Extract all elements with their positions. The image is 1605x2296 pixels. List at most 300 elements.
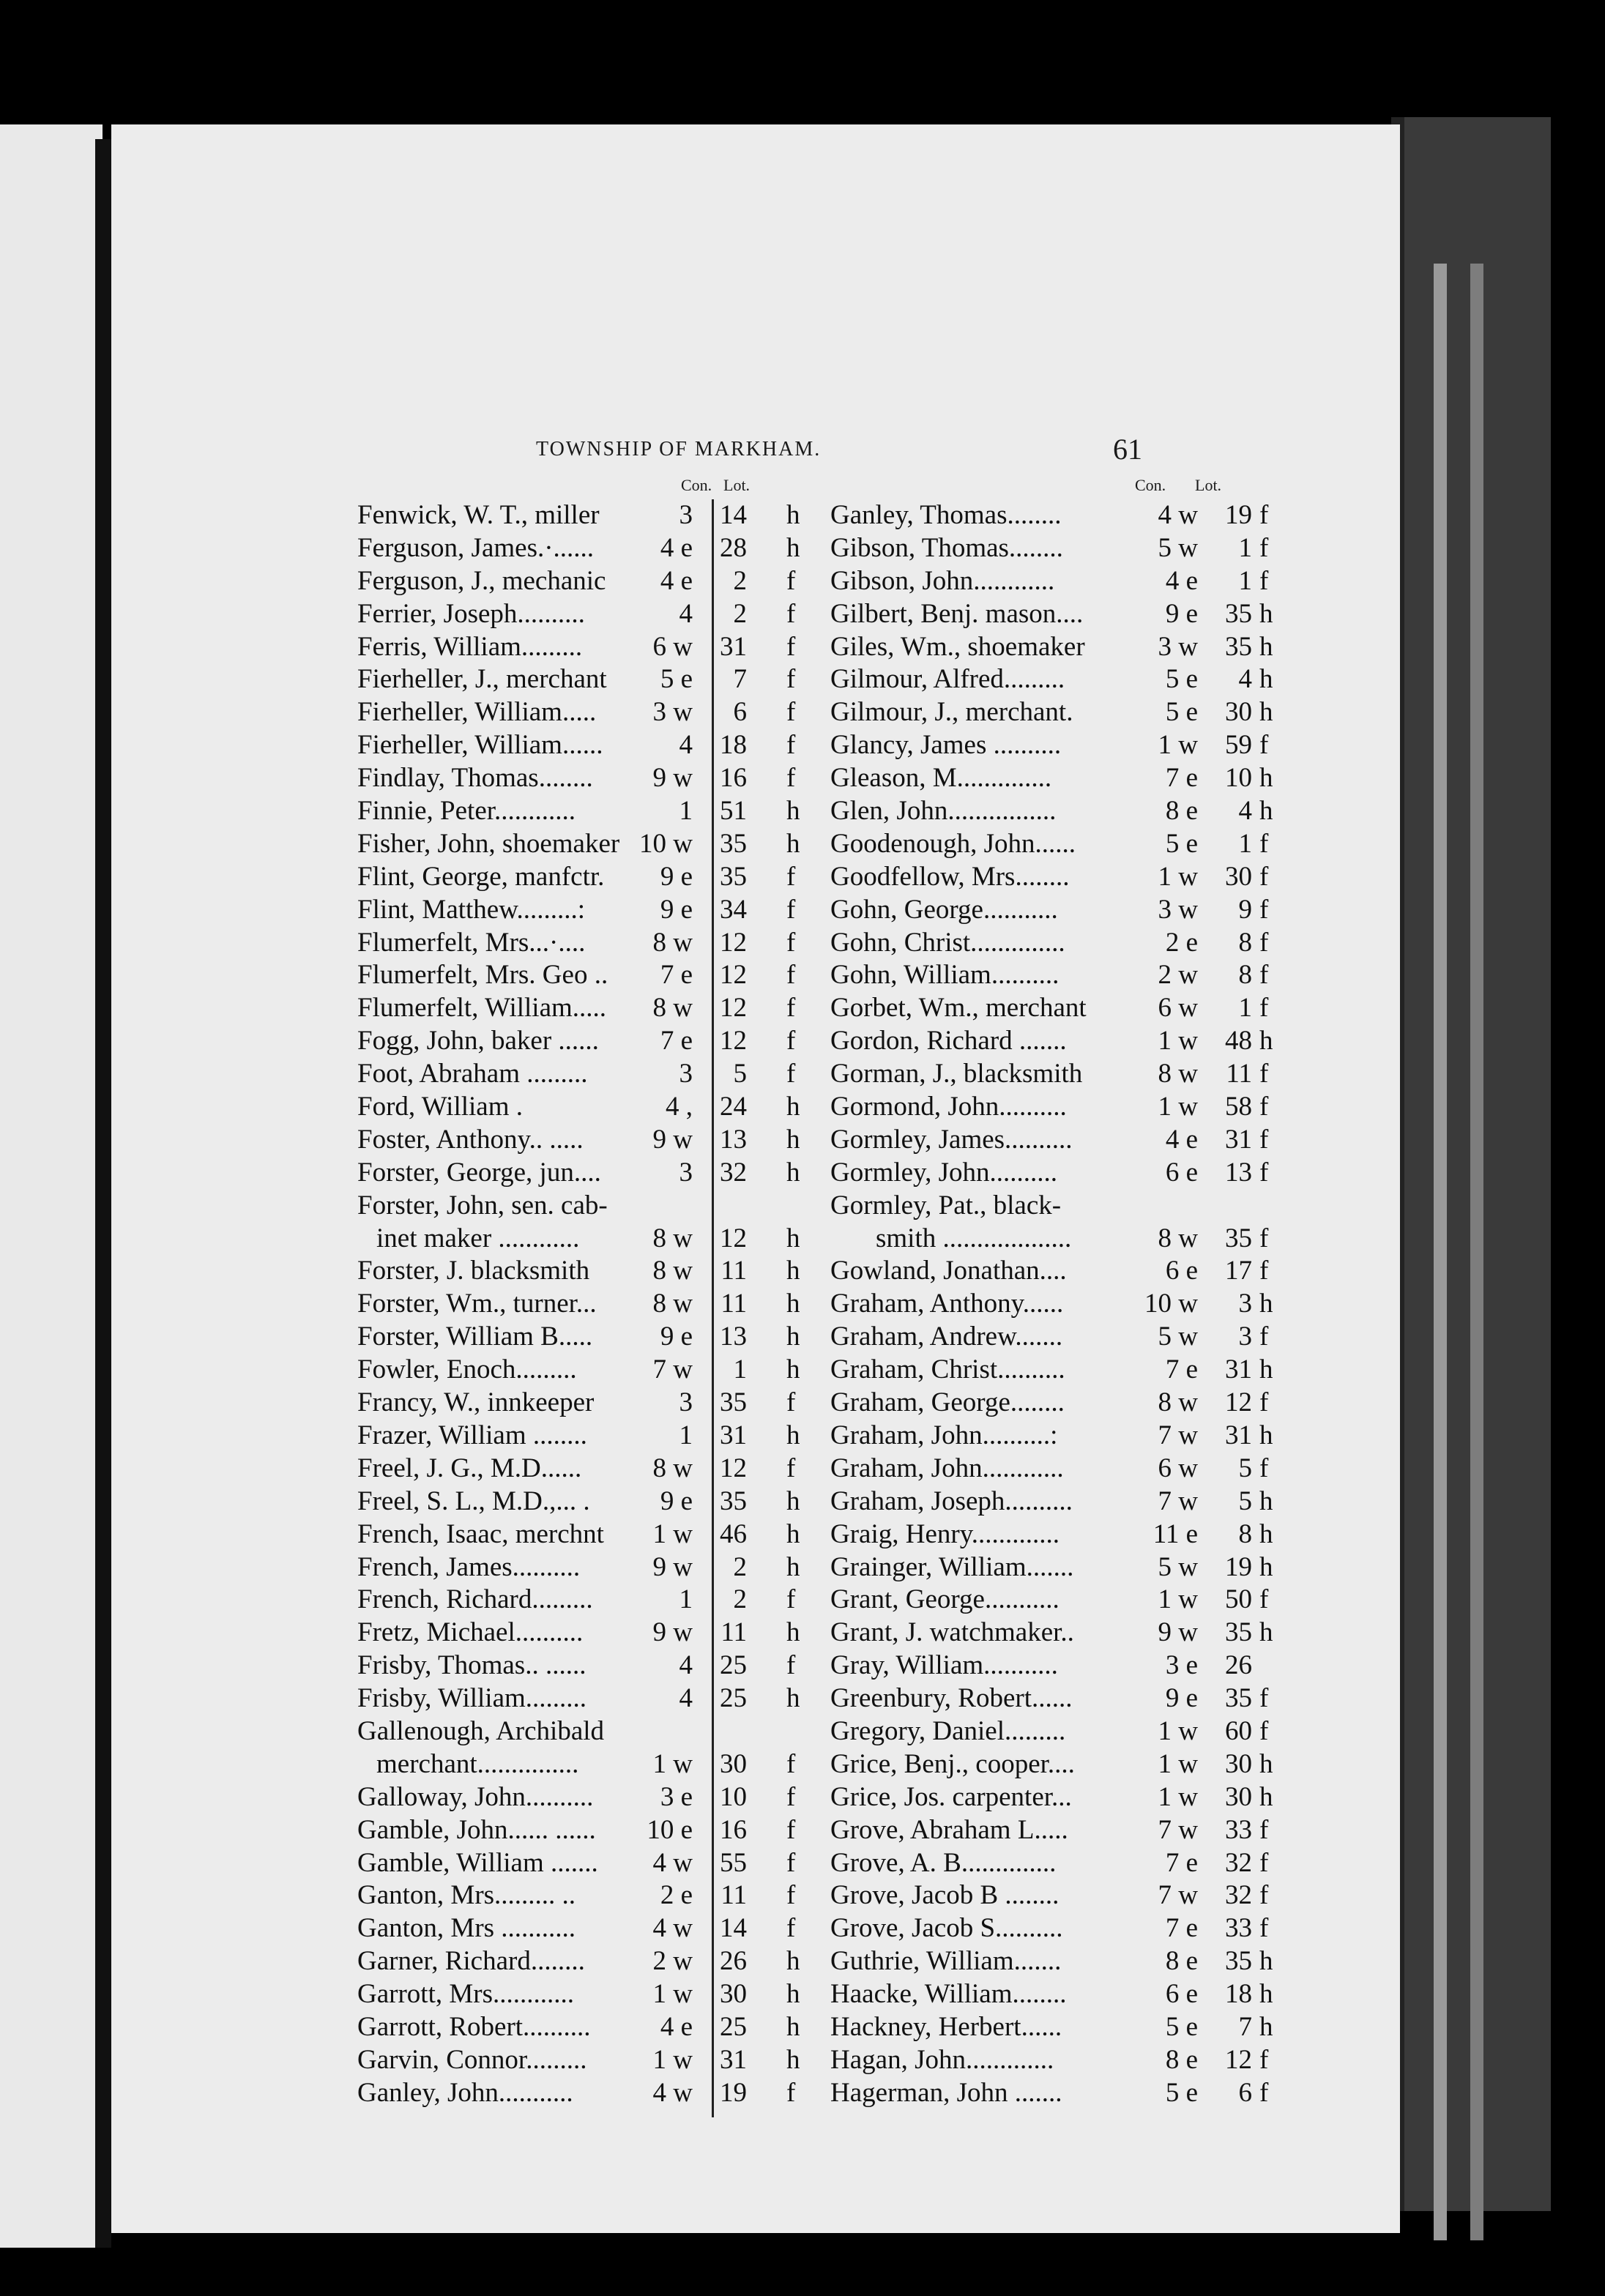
entry-use: h — [786, 1420, 800, 1450]
entry-concession: 4 w — [652, 1847, 693, 1878]
entry-concession: 11 e — [1152, 1518, 1198, 1549]
entry-name: Gormond, John.......... — [830, 1092, 1067, 1122]
directory-entry — [719, 861, 1277, 894]
entry-name: Gamble, William ....... — [357, 1847, 598, 1878]
entry-name: Frazer, William ........ — [357, 1420, 587, 1450]
entry-use: h — [1259, 1026, 1273, 1056]
entry-concession: 9 w — [652, 763, 693, 794]
entry-use: f — [786, 1026, 796, 1056]
entry-use: h — [786, 1617, 800, 1648]
entry-concession: 1 w — [1158, 1026, 1198, 1056]
entry-lot: 60 — [1225, 1715, 1252, 1746]
entry-name: Fierheller, J., merchant — [357, 664, 607, 695]
entry-name: Freel, J. G., M.D...... — [357, 1453, 582, 1483]
page-header — [111, 433, 1400, 467]
entry-concession: 3 — [679, 1157, 693, 1188]
entry-name: Fowler, Enoch......... — [357, 1354, 577, 1385]
entry-name: Grice, Jos. carpenter... — [830, 1781, 1072, 1812]
directory-entry — [719, 1190, 1277, 1223]
entry-use: f — [1259, 1256, 1269, 1286]
entry-name: Gilmour, Alfred......... — [830, 664, 1065, 695]
entry-concession: 4 — [679, 730, 693, 761]
entry-concession: 1 — [679, 1584, 693, 1615]
entry-name: Grove, Jacob S.......... — [830, 1913, 1063, 1944]
entry-lot: 30 — [720, 1979, 747, 2010]
entry-name: Graig, Henry............. — [830, 1518, 1060, 1549]
entry-lot: 1 — [1238, 532, 1252, 563]
entry-use: h — [1259, 1748, 1273, 1779]
directory-entry — [719, 1715, 1277, 1748]
entry-concession: 8 w — [652, 1223, 693, 1253]
page-edges — [1391, 117, 1551, 2211]
entry-concession: 4 w — [1158, 500, 1198, 530]
entry-lot: 35 — [720, 828, 747, 859]
entry-name: Finnie, Peter............ — [357, 796, 576, 827]
entry-lot: 30 — [1225, 861, 1252, 892]
entry-lot: 9 — [1238, 894, 1252, 925]
entry-concession: 9 e — [660, 894, 693, 925]
entry-lot: 5 — [733, 1059, 747, 1089]
entry-use: h — [1259, 1420, 1273, 1450]
directory-entry — [719, 1551, 1277, 1584]
entry-lot: 12 — [720, 993, 747, 1024]
entry-lot: 1 — [1238, 993, 1252, 1024]
entry-name: French, Isaac, merchnt — [357, 1518, 604, 1549]
entry-name: Forster, William B..... — [357, 1322, 593, 1352]
directory-entry — [719, 1945, 1277, 1978]
directory-entry — [719, 1223, 1277, 1256]
entry-concession: 8 e — [1165, 1946, 1198, 1977]
entry-use: h — [1259, 1781, 1273, 1812]
entry-concession: 8 w — [1158, 1387, 1198, 1418]
entry-use: f — [786, 1584, 796, 1615]
entry-name: Hagan, John............. — [830, 2044, 1054, 2075]
entry-name: Forster, George, jun.... — [357, 1157, 601, 1188]
entry-name: Gohn, George........... — [830, 894, 1058, 925]
entry-lot: 31 — [720, 2044, 747, 2075]
entry-use: h — [1259, 2011, 1273, 2042]
entry-lot: 11 — [720, 1880, 747, 1911]
directory-entry — [719, 1912, 1277, 1945]
entry-concession: 3 e — [1165, 1650, 1198, 1681]
entry-name: Grove, Abraham L..... — [830, 1814, 1068, 1845]
entry-use: h — [1259, 1518, 1273, 1549]
directory-entry — [719, 2044, 1277, 2077]
entry-concession: 4 — [679, 598, 693, 629]
entry-name: Flumerfelt, William..... — [357, 993, 607, 1024]
directory-entry — [719, 795, 1277, 828]
entry-use: h — [1259, 1946, 1273, 1977]
page-number: 61 — [1113, 433, 1142, 466]
entry-name: Fisher, John, shoemaker — [357, 828, 620, 859]
entry-name: Fenwick, W. T., miller — [357, 500, 600, 530]
entry-use: h — [1259, 664, 1273, 695]
entry-use: f — [786, 861, 796, 892]
entry-name: Gohn, William.......... — [830, 960, 1060, 991]
entry-use: h — [1259, 697, 1273, 728]
entry-use: f — [786, 730, 796, 761]
entry-use: f — [1259, 861, 1269, 892]
entry-lot: 59 — [1225, 730, 1252, 761]
entry-lot: 4 — [1238, 796, 1252, 827]
entry-lot: 7 — [733, 664, 747, 695]
right-entries — [719, 499, 1277, 2110]
entry-name: French, Richard......... — [357, 1584, 593, 1615]
entry-lot: 2 — [733, 1584, 747, 1615]
entry-name: Graham, John............ — [830, 1453, 1064, 1483]
entry-lot: 3 — [1238, 1322, 1252, 1352]
entry-lot: 17 — [1225, 1256, 1252, 1286]
directory-entry — [719, 927, 1277, 960]
entry-concession: 4 e — [1165, 565, 1198, 596]
entry-use: f — [1259, 894, 1269, 925]
entry-use: f — [1259, 1814, 1269, 1845]
entry-use: h — [1259, 631, 1273, 662]
entry-use: h — [1259, 1289, 1273, 1319]
directory-entry — [719, 532, 1277, 565]
entry-name: Flumerfelt, Mrs...·.... — [357, 927, 586, 958]
entry-concession: 10 e — [647, 1814, 693, 1845]
entry-name: smith ................... — [876, 1223, 1072, 1253]
entry-concession: 9 e — [660, 1322, 693, 1352]
column-divider — [712, 499, 714, 2117]
entry-use: f — [1259, 1913, 1269, 1944]
entry-name: Galloway, John.......... — [357, 1781, 594, 1812]
entry-name: Gormley, Pat., black- — [830, 1190, 1062, 1220]
entry-name: Frisby, William......... — [357, 1683, 587, 1714]
entry-lot: 35 — [720, 861, 747, 892]
entry-use: f — [786, 960, 796, 991]
entry-lot: 12 — [1225, 2044, 1252, 2075]
directory-entry — [719, 828, 1277, 861]
entry-lot: 30 — [1225, 697, 1252, 728]
entry-lot: 18 — [1225, 1979, 1252, 2010]
entry-name: Freel, S. L., M.D.,... . — [357, 1486, 590, 1516]
directory-entry — [719, 663, 1277, 696]
entry-concession: 8 e — [1165, 2044, 1198, 2075]
entry-lot: 31 — [1225, 1420, 1252, 1450]
entry-concession: 4 w — [652, 1913, 693, 1944]
lot-heading: Lot. — [1195, 476, 1222, 494]
entry-concession: 9 w — [652, 1124, 693, 1155]
entry-name: Graham, John..........: — [830, 1420, 1058, 1450]
entry-use: f — [1259, 1157, 1269, 1188]
entry-lot: 12 — [720, 1026, 747, 1056]
entry-use: h — [786, 1683, 800, 1714]
entry-concession: 1 w — [1158, 861, 1198, 892]
book-gutter — [95, 139, 111, 2248]
entry-lot: 11 — [720, 1256, 747, 1286]
entry-lot: 11 — [720, 1617, 747, 1648]
con-heading: Con. — [681, 476, 712, 494]
entry-concession: 8 w — [652, 1453, 693, 1483]
entry-lot: 8 — [1238, 1518, 1252, 1549]
entry-name: Gleason, M.............. — [830, 763, 1052, 794]
entry-concession: 1 w — [1158, 1092, 1198, 1122]
entry-lot: 2 — [733, 565, 747, 596]
entry-concession: 6 e — [1165, 1256, 1198, 1286]
entry-name: Grice, Benj., cooper.... — [830, 1748, 1075, 1779]
entry-concession: 8 w — [652, 927, 693, 958]
entry-use: h — [786, 1518, 800, 1549]
entry-concession: 3 w — [652, 697, 693, 728]
entry-use: h — [786, 1223, 800, 1253]
directory-entry — [719, 1058, 1277, 1091]
entry-lot: 5 — [1238, 1453, 1252, 1483]
entry-use: f — [786, 631, 796, 662]
entry-use: f — [1259, 532, 1269, 563]
entry-concession: 1 w — [652, 1979, 693, 2010]
entry-lot: 12 — [720, 1223, 747, 1253]
entry-name: Grant, J. watchmaker.. — [830, 1617, 1074, 1648]
entry-concession: 1 w — [652, 2044, 693, 2075]
directory-entry — [719, 1453, 1277, 1486]
entry-use: f — [786, 993, 796, 1024]
entry-lot: 35 — [1225, 1617, 1252, 1648]
entry-name: Garrott, Mrs............ — [357, 1979, 574, 2010]
entry-name: Greenbury, Robert...... — [830, 1683, 1073, 1714]
entry-name: Guthrie, William....... — [830, 1946, 1062, 1977]
entry-name: Gohn, Christ.............. — [830, 927, 1065, 958]
entry-concession: 1 — [679, 1420, 693, 1450]
entry-name: French, James.......... — [357, 1551, 581, 1582]
entry-concession: 4 w — [652, 2077, 693, 2108]
entry-use: f — [1259, 1223, 1269, 1253]
entry-concession: 3 w — [1158, 631, 1198, 662]
previous-page-edge — [0, 124, 103, 2248]
entry-concession: 4 e — [660, 2011, 693, 2042]
entry-use: h — [1259, 1617, 1273, 1648]
directory-entry — [719, 1748, 1277, 1781]
entry-concession: 1 w — [652, 1748, 693, 1779]
entry-concession: 4 — [679, 1650, 693, 1681]
entry-lot: 32 — [720, 1157, 747, 1188]
entry-concession: 7 e — [1165, 1354, 1198, 1385]
entry-name: Graham, Anthony...... — [830, 1289, 1064, 1319]
con-heading: Con. — [1135, 476, 1166, 494]
entry-concession: 8 e — [1165, 796, 1198, 827]
entry-concession: 6 w — [652, 631, 693, 662]
entry-lot: 26 — [720, 1946, 747, 1977]
directory-entry — [719, 1682, 1277, 1715]
entry-lot: 35 — [720, 1486, 747, 1516]
directory-entry — [719, 2011, 1277, 2044]
entry-lot: 8 — [1238, 960, 1252, 991]
running-title: TOWNSHIP OF MARKHAM. — [536, 438, 822, 461]
entry-name: Ferris, William......... — [357, 631, 583, 662]
entry-concession: 1 w — [1158, 1584, 1198, 1615]
entry-use: f — [1259, 1847, 1269, 1878]
entry-lot: 8 — [1238, 927, 1252, 958]
entry-lot: 1 — [733, 1354, 747, 1385]
entry-name: Fierheller, William...... — [357, 730, 603, 761]
entry-name: Glen, John................ — [830, 796, 1057, 827]
directory-entry — [719, 1420, 1277, 1453]
entry-use: f — [786, 1650, 796, 1681]
entry-name: Forster, J. blacksmith — [357, 1256, 590, 1286]
entry-concession: 7 e — [660, 1026, 693, 1056]
entry-concession: 1 w — [652, 1518, 693, 1549]
entry-lot: 1 — [1238, 828, 1252, 859]
entry-name: Graham, Christ.......... — [830, 1354, 1065, 1385]
directory-entry — [719, 1288, 1277, 1321]
entry-lot: 25 — [720, 1683, 747, 1714]
entry-concession: 6 e — [1165, 1979, 1198, 2010]
entry-lot: 5 — [1238, 1486, 1252, 1516]
entry-lot: 55 — [720, 1847, 747, 1878]
entry-lot: 18 — [720, 730, 747, 761]
directory-entry — [719, 499, 1277, 532]
entry-use: f — [786, 1913, 796, 1944]
entry-name: Grant, George........... — [830, 1584, 1060, 1615]
entry-lot: 7 — [1238, 2011, 1252, 2042]
right-column — [719, 476, 1277, 2110]
entry-lot: 10 — [1225, 763, 1252, 794]
entry-concession: 5 e — [1165, 2011, 1198, 2042]
entry-use: h — [786, 1157, 800, 1188]
entry-name: Giles, Wm., shoemaker — [830, 631, 1085, 662]
lot-heading: Lot. — [723, 476, 751, 494]
entry-lot: 28 — [720, 532, 747, 563]
entry-concession: 6 w — [1158, 1453, 1198, 1483]
entry-use: h — [786, 1979, 800, 2010]
entry-use: f — [1259, 960, 1269, 991]
entry-name: Gallenough, Archibald — [357, 1715, 605, 1746]
entry-lot: 58 — [1225, 1092, 1252, 1122]
entry-concession: 7 w — [1158, 1486, 1198, 1516]
entry-concession: 7 e — [1165, 1913, 1198, 1944]
entry-use: h — [786, 828, 800, 859]
entry-name: Grove, Jacob B ........ — [830, 1880, 1060, 1911]
entry-concession: 6 e — [1165, 1157, 1198, 1188]
entry-concession: 3 — [679, 500, 693, 530]
entry-use: f — [786, 1748, 796, 1779]
entry-name: Flumerfelt, Mrs. Geo .. — [357, 960, 608, 991]
entry-concession: 9 e — [660, 861, 693, 892]
entry-use: f — [1259, 828, 1269, 859]
entry-name: Ganton, Mrs......... .. — [357, 1880, 576, 1911]
page-edge-strip — [1434, 264, 1447, 2240]
entry-name: Foot, Abraham ......... — [357, 1059, 588, 1089]
entry-lot: 16 — [720, 1814, 747, 1845]
entry-concession: 3 — [679, 1059, 693, 1089]
directory-entry — [719, 894, 1277, 927]
entry-use: h — [786, 1551, 800, 1582]
directory-entry — [719, 1847, 1277, 1880]
entry-concession: 7 w — [1158, 1880, 1198, 1911]
entry-lot: 3 — [1238, 1289, 1252, 1319]
entry-concession: 5 e — [660, 664, 693, 695]
entry-lot: 35 — [1225, 1946, 1252, 1977]
directory-entry — [719, 1584, 1277, 1617]
entry-lot: 12 — [720, 927, 747, 958]
entry-concession: 2 w — [652, 1946, 693, 1977]
entry-lot: 33 — [1225, 1913, 1252, 1944]
entry-use: h — [786, 1092, 800, 1122]
directory-entry — [719, 1091, 1277, 1124]
entry-concession: 4 , — [666, 1092, 693, 1122]
directory-entry — [719, 1650, 1277, 1682]
entry-name: Gilmour, J., merchant. — [830, 697, 1073, 728]
entry-name: Ferguson, J., mechanic — [357, 565, 606, 596]
entry-lot: 25 — [720, 2011, 747, 2042]
entry-lot: 12 — [1225, 1387, 1252, 1418]
entry-concession: 1 w — [1158, 1781, 1198, 1812]
entry-concession: 3 — [679, 1387, 693, 1418]
directory-entry — [719, 1124, 1277, 1157]
entry-concession: 7 e — [1165, 763, 1198, 794]
entry-name: Gowland, Jonathan.... — [830, 1256, 1067, 1286]
entry-concession: 5 w — [1158, 1322, 1198, 1352]
entry-concession: 9 w — [652, 1617, 693, 1648]
entry-lot: 33 — [1225, 1814, 1252, 1845]
entry-concession: 4 e — [660, 565, 693, 596]
entry-name: merchant............... — [376, 1748, 579, 1779]
directory-entry — [719, 1387, 1277, 1420]
entry-name: Grainger, William....... — [830, 1551, 1074, 1582]
entry-use: h — [786, 1946, 800, 1977]
entry-use: h — [786, 1322, 800, 1352]
entry-lot: 4 — [1238, 664, 1252, 695]
entry-lot: 26 — [1225, 1650, 1252, 1681]
entry-use: f — [786, 598, 796, 629]
entry-use: f — [786, 1387, 796, 1418]
entry-lot: 19 — [1225, 500, 1252, 530]
entry-use: f — [1259, 1387, 1269, 1418]
entry-use: f — [786, 2077, 796, 2108]
entry-concession: 4 e — [1165, 1124, 1198, 1155]
directory-entry — [719, 1486, 1277, 1518]
directory-entry — [719, 598, 1277, 631]
entry-name: Ferguson, James.·...... — [357, 532, 595, 563]
entry-name: Flint, George, manfctr. — [357, 861, 605, 892]
entry-use: f — [786, 565, 796, 596]
entry-use: f — [1259, 927, 1269, 958]
entry-lot: 11 — [1226, 1059, 1252, 1089]
entry-name: Hagerman, John ....... — [830, 2077, 1062, 2108]
entry-lot: 35 — [1225, 598, 1252, 629]
entry-lot: 31 — [1225, 1354, 1252, 1385]
entry-concession: 7 w — [652, 1354, 693, 1385]
entry-use: f — [1259, 730, 1269, 761]
entry-use: f — [1259, 1715, 1269, 1746]
entry-lot: 30 — [1225, 1748, 1252, 1779]
entry-lot: 51 — [720, 796, 747, 827]
entry-name: Garner, Richard........ — [357, 1946, 585, 1977]
entry-lot: 35 — [1225, 1223, 1252, 1253]
entry-lot: 2 — [733, 598, 747, 629]
entry-use: f — [786, 1059, 796, 1089]
entry-use: f — [786, 763, 796, 794]
entry-lot: 12 — [720, 1453, 747, 1483]
entry-name: Hackney, Herbert...... — [830, 2011, 1062, 2042]
directory-entry — [719, 631, 1277, 664]
entry-concession: 4 e — [660, 532, 693, 563]
entry-name: Goodenough, John...... — [830, 828, 1076, 859]
directory-entry — [719, 1321, 1277, 1354]
entry-name: Graham, Joseph.......... — [830, 1486, 1073, 1516]
entry-concession: 7 w — [1158, 1420, 1198, 1450]
entry-name: Gormley, John.......... — [830, 1157, 1058, 1188]
entry-name: Gray, William........... — [830, 1650, 1058, 1681]
entry-use: f — [786, 1781, 796, 1812]
entry-name: Fretz, Michael.......... — [357, 1617, 584, 1648]
entry-concession: 1 w — [1158, 1748, 1198, 1779]
entry-name: Ford, William . — [357, 1092, 523, 1122]
entry-concession: 9 e — [1165, 598, 1198, 629]
entry-concession: 5 e — [1165, 664, 1198, 695]
entry-name: Gorbet, Wm., merchant — [830, 993, 1087, 1024]
